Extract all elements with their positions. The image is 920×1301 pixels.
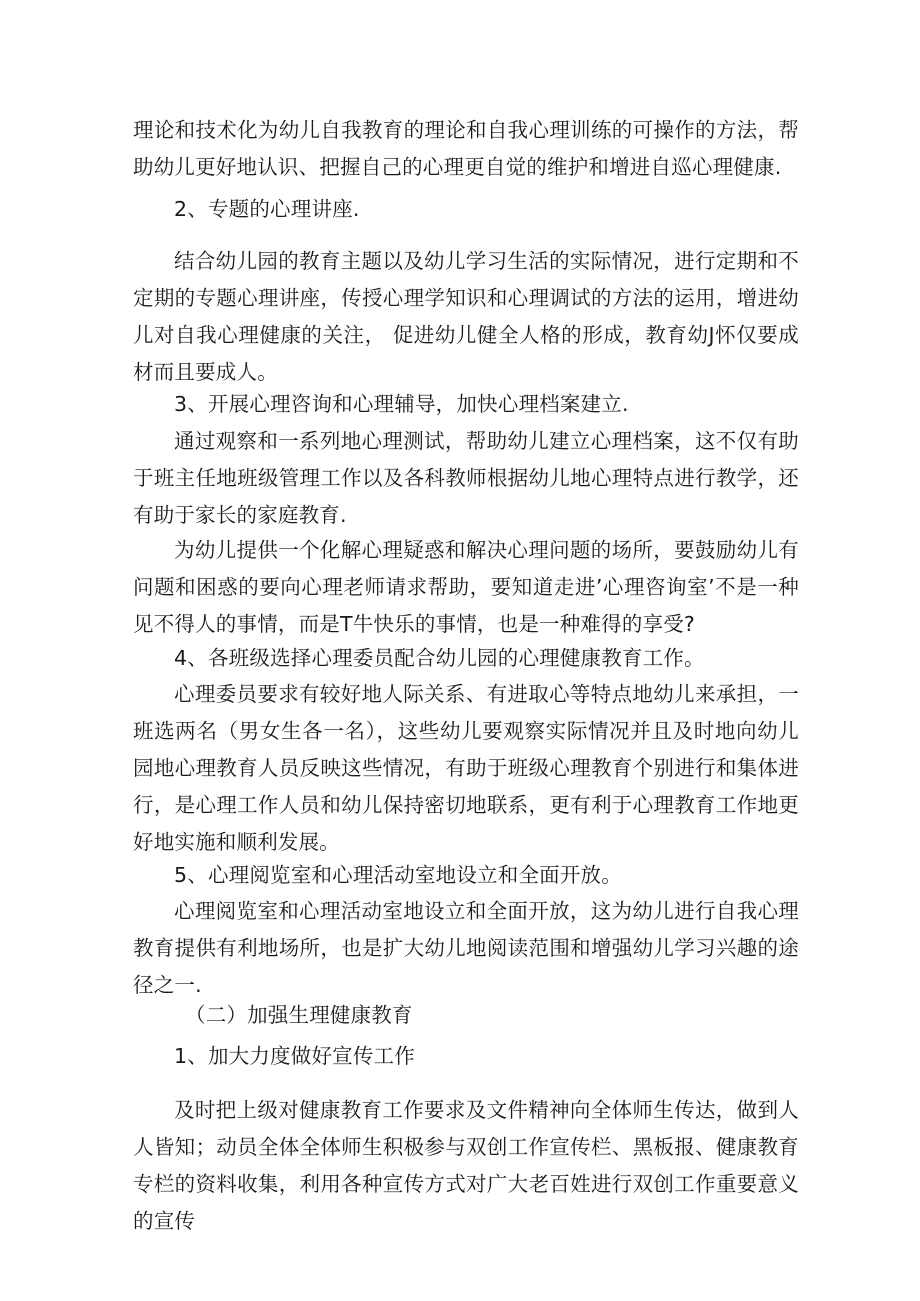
paragraph-self-education-methods: 理论和技术化为幼儿自我教育的理论和自我心理训练的可操作的方法，帮助幼儿更好地认识、把握自己的心理更自觉的维护和增进自巡心理健康. — [133, 118, 799, 179]
heading-publicity-work: 1、加大力度做好宣传工作 — [174, 1044, 415, 1068]
paragraph-counseling-room: 为幼儿提供一个化解心理疑惑和解决心理问题的场所，要鼓励幼儿有问题和困惑的要向心理老师请求帮助，要知道走进’心理咨询室’不是一种见不得人的事情，而是T牛快乐的事情，也是一种难得的享受? — [133, 538, 799, 636]
paragraph-reading-activity-rooms: 心理阅览室和心理活动室地设立和全面开放，这为幼儿进行自我心理教育提供有利地场所，也是扩大幼儿地阅读范围和增强幼儿学习兴趣的途径之一. — [133, 899, 799, 997]
paragraph-psychological-records: 通过观察和一系列地心理测试，帮助幼儿建立心理档案，这不仅有助于班主任地班级管理工作以及各科教师根据幼儿地心理特点进行教学，还有助于家长的家庭教育. — [133, 429, 799, 527]
heading-counseling-records: 3、开展心理咨询和心理辅导，加快心理档案建立. — [174, 392, 629, 416]
paragraph-psychology-lectures: 结合幼儿园的教育主题以及幼儿学习生活的实际情况，进行定期和不定期的专题心理讲座，传授心理学知识和心理调试的方法的运用，增进幼儿对自我心理健康的关注， 促进幼儿健全人格的形成，教育幼J怀仅要成材而且要成人。 — [133, 249, 799, 384]
heading-topic-lectures: 2、专题的心理讲座. — [174, 197, 360, 221]
paragraph-publicity-details: 及时把上级对健康教育工作要求及文件精神向全体师生传达，做到人人皆知；动员全体全体师生积极参与双创工作宣传栏、黑板报、健康教育专栏的资料收集，利用各种宣传方式对广大老百姓进行双创工作重要意义的宣传 — [133, 1098, 799, 1233]
heading-physical-health-education: （二）加强生理健康教育 — [185, 1003, 413, 1027]
paragraph-committee-members: 心理委员要求有较好地人际关系、有进取心等特点地幼儿来承担，一班选两名（男女生各一名），这些幼儿要观察实际情况并且及时地向幼儿园地心理教育人员反映这些情况，有助于班级心理教育个别进行和集体进行，是心理工作人员和幼儿保持密切地联系，更有利于心理教育工作地更好地实施和顺利发展。 — [133, 682, 799, 854]
heading-class-committee: 4、各班级选择心理委员配合幼儿园的心理健康教育工作。 — [174, 646, 705, 670]
heading-reading-room: 5、心理阅览室和心理活动室地设立和全面开放。 — [174, 863, 622, 887]
